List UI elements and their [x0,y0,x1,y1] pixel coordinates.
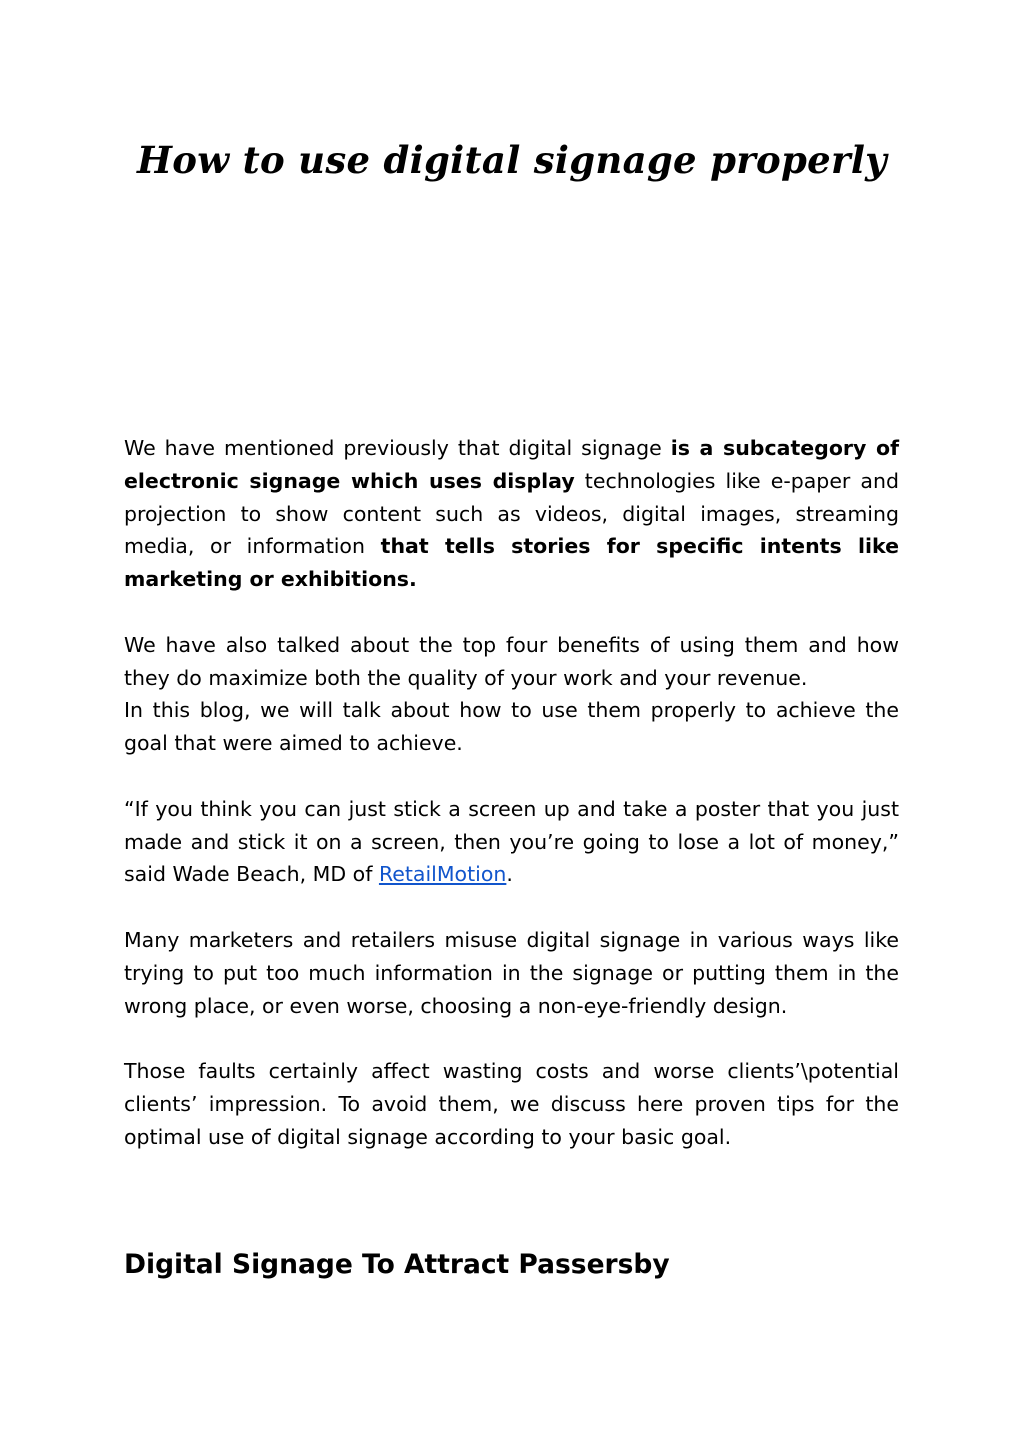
retailmotion-link[interactable]: RetailMotion [378,862,507,887]
paragraph-intro-text-2: technologies like e-paper and projection to show content such as videos, digital images, streaming media, or information [124,468,899,559]
quote-text: “If you think you can just stick a screen up and take a poster that you just made and stick it on a screen, then you’re going to lose a lot of money,” said Wade Beach, MD of [124,796,899,887]
paragraph-quote [124,793,899,891]
paragraph-misuse: Many marketers and retailers misuse digital signage in various ways like trying to put too much information in the signage or putting them in the wrong place, or even worse, choosing a non-eye-friendly design. [124,927,899,1018]
paragraph-intro-text-1: We have mentioned previously that digital signage [124,436,671,460]
document-title: How to use digital signage properly [137,138,887,182]
paragraph-intro-bold-2: that tells stories for specific intents like marketing or exhibitions. [124,534,899,592]
document-body [124,432,899,1154]
paragraph-intro [124,432,899,596]
paragraph-benefits: We have also talked about the top four benefits of using them and how they do maximize both the quality of your work and your revenue. [124,632,899,690]
quote-end: . [506,862,513,887]
paragraph-faults: Those faults certainly affect wasting costs and worse clients’\potential clients’ impression. To avoid them, we discuss here proven tips for the optimal use of digital signage according to your basic goal. [124,1059,899,1149]
section-heading-attract-passersby: Digital Signage To Attract Passersby [124,1249,670,1280]
paragraph-intro-bold-1: is a subcategory of electronic signage which uses display [124,436,899,493]
paragraph-blog-purpose: In this blog, we will talk about how to use them properly to achieve the goal that were aimed to achieve. [124,698,899,756]
